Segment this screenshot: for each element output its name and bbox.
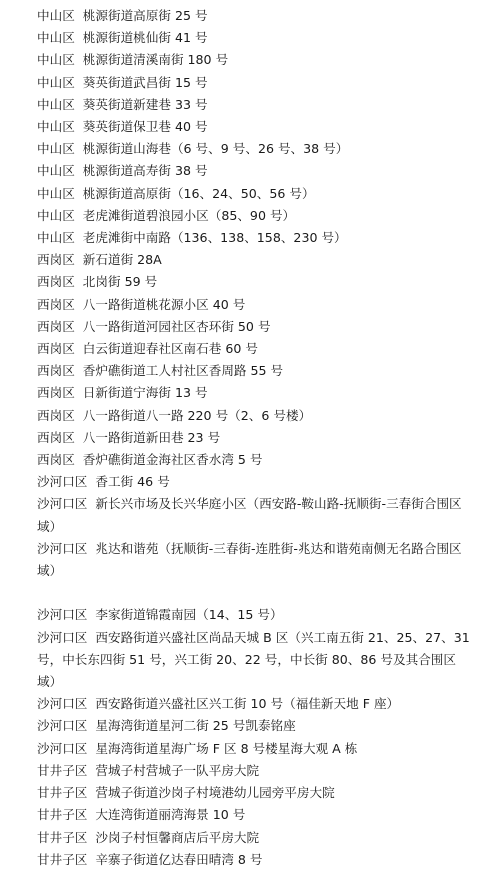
district-label: 沙河口区 [37,540,88,556]
district-label: 中山区 [37,230,75,246]
address-text: 新长兴市场及长兴华庭小区（西安路-鞍山路-抚顺街-三春街合围区域） [37,496,462,534]
address-text: 香炉礁街道工人村社区香周路 55 号 [82,363,284,379]
district-label: 西岗区 [37,341,75,357]
district-label: 西岗区 [37,363,75,379]
address-entry [37,627,471,694]
address-text: 老虎滩街道碧浪园小区（85、90 号） [82,207,296,223]
district-label: 西岗区 [37,296,75,312]
address-entry [37,693,471,715]
address-text: 葵英街道武昌街 15 号 [82,74,208,90]
address-entry [37,227,471,249]
address-entry [37,27,471,49]
district-label: 沙河口区 [37,629,88,645]
address-entry [37,604,471,626]
address-entry [37,360,471,382]
address-entry [37,405,471,427]
address-text: 李家街道锦霞南园（14、15 号） [95,607,283,623]
address-entry [37,160,471,182]
blank-line [37,582,471,604]
address-text: 新石道街 28A [82,252,162,268]
address-text: 葵英街道保卫巷 40 号 [82,119,208,135]
address-text: 桃源街道山海巷（6 号、9 号、26 号、38 号） [82,141,349,157]
district-label: 甘井子区 [37,829,88,845]
district-label: 甘井子区 [37,762,88,778]
address-text: 兆达和谐苑（抚顺街-三春街-连胜街-兆达和谐苑南侧无名路合围区域） [37,540,462,579]
address-entry [37,271,471,293]
address-text: 桃源街道高寿街 38 号 [82,163,208,179]
district-label: 中山区 [37,52,75,68]
address-entry [37,804,471,826]
address-entry [37,138,471,160]
address-entry [37,538,471,582]
address-entry [37,183,471,205]
district-label: 甘井子区 [37,851,88,867]
address-text: 桃源街道清溪南街 180 号 [82,52,229,68]
address-entry [37,72,471,94]
address-text: 八一路街道桃花源小区 40 号 [82,296,246,312]
district-label: 沙河口区 [37,496,88,512]
district-label: 中山区 [37,185,75,201]
district-label: 西岗区 [37,452,75,468]
address-text: 辛寨子街道亿达春田晴湾 8 号 [95,851,263,867]
address-entry [37,338,471,360]
district-label: 沙河口区 [37,696,88,712]
district-label: 中山区 [37,96,75,112]
district-label: 西岗区 [37,318,75,334]
district-label: 西岗区 [37,274,75,290]
district-label: 沙河口区 [37,718,88,734]
district-label: 中山区 [37,30,75,46]
address-text: 日新街道宁海街 13 号 [82,385,208,401]
district-label: 中山区 [37,119,75,135]
address-text: 桃源街道桃仙街 41 号 [82,30,208,46]
district-label: 中山区 [37,141,75,157]
address-entry [37,49,471,71]
address-entry [37,471,471,493]
address-text: 八一路街道河园社区杏环街 50 号 [82,318,271,334]
district-label: 中山区 [37,74,75,90]
address-entry [37,493,471,537]
district-label: 中山区 [37,207,75,223]
address-entry [37,382,471,404]
address-text: 香炉礁街道金海社区香水湾 5 号 [82,452,263,468]
district-label: 沙河口区 [37,740,88,756]
address-entry [37,205,471,227]
district-label: 沙河口区 [37,607,88,623]
address-text: 西安路街道兴盛社区兴工街 10 号（福佳新天地 F 座） [95,696,400,712]
district-label: 沙河口区 [37,474,88,490]
address-text: 桃源街道高原街（16、24、50、56 号） [82,185,315,201]
address-text: 香工街 46 号 [95,474,170,490]
address-entry [37,5,471,27]
address-text: 星海湾街道星河二街 25 号凯泰铭座 [95,718,296,734]
address-text: 白云街道迎春社区南石巷 60 号 [82,341,258,357]
address-entry [37,760,471,782]
address-text: 八一路街道新田巷 23 号 [82,429,221,445]
address-text: 大连湾街道丽湾海景 10 号 [95,807,246,823]
address-entry [37,427,471,449]
address-entry [37,782,471,804]
address-entry [37,827,471,849]
address-text: 西安路街道兴盛社区尚品天城 B 区（兴工南五街 21、25、27、31 号，中长东四街 51 号，兴工街 20、22 号，中长街 80、86 号及其合围区域） [37,629,470,690]
address-entry [37,316,471,338]
address-entry [37,294,471,316]
district-label: 甘井子区 [37,807,88,823]
address-text: 八一路街道八一路 220 号（2、6 号楼） [82,407,312,423]
district-label: 西岗区 [37,252,75,268]
address-text: 营城子村营城子一队平房大院 [95,762,260,778]
address-text: 营城子街道沙岗子村境港幼儿园旁平房大院 [95,785,335,801]
address-entry [37,715,471,737]
district-label: 西岗区 [37,385,75,401]
district-label: 中山区 [37,8,75,23]
district-label: 西岗区 [37,429,75,445]
district-label: 甘井子区 [37,785,88,801]
address-text: 桃源街道高原街 25 号 [82,8,208,23]
address-entry [37,249,471,271]
address-entry [37,94,471,116]
district-label: 西岗区 [37,407,75,423]
address-text: 沙岗子村恒馨商店后平房大院 [95,829,260,845]
district-label: 中山区 [37,163,75,179]
address-entry [37,116,471,138]
address-text: 星海湾街道星海广场 F 区 8 号楼星海大观 A 栋 [95,740,358,756]
address-entry [37,849,471,871]
address-text: 葵英街道新建巷 33 号 [82,96,208,112]
address-text: 北岗街 59 号 [82,274,158,290]
address-entry [37,449,471,471]
address-text: 老虎滩街中南路（136、138、158、230 号） [82,230,347,246]
address-entry [37,738,471,760]
